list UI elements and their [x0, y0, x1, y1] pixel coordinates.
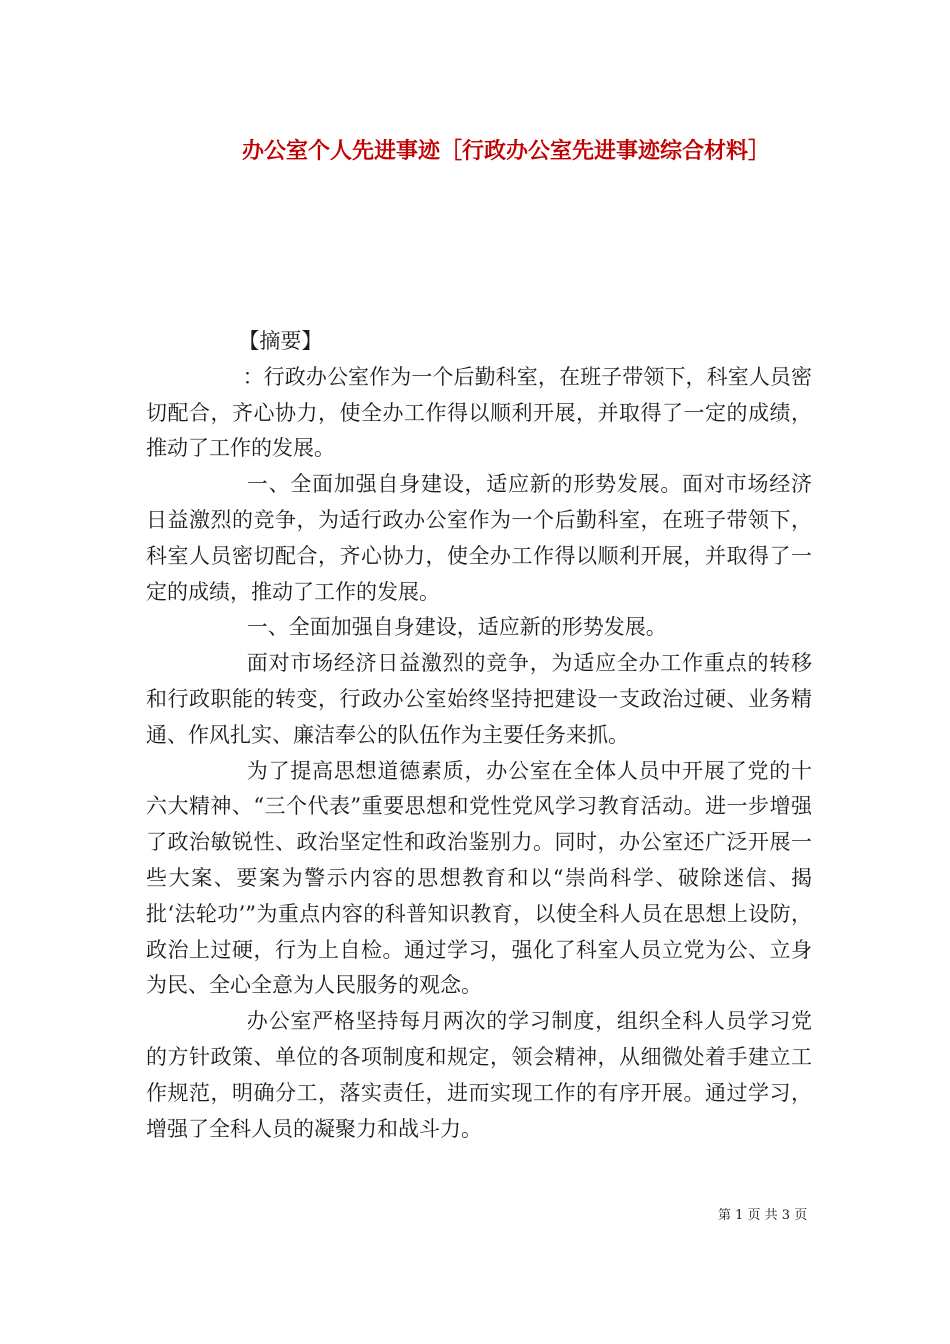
- paragraph: 一、全面加强自身建设，适应新的形势发展。面对市场经济日益激烈的竞争，为适行政办公室作为一个后勤科室，在班子带领下，科室人员密切配合，齐心协力，使全办工作得以顺利开展，并取得了一定的成绩，推动了工作的发展。: [146, 472, 812, 604]
- document-title: 办公室个人先进事迹［行政办公室先进事迹综合材料］: [241, 138, 770, 164]
- paragraph: 办公室严格坚持每月两次的学习制度，组织全科人员学习党的方针政策、单位的各项制度和规定，领会精神，从细微处着手建立工作规范，明确分工，落实责任，进而实现工作的有序开展。通过学习，增强了全科人员的凝聚力和战斗力。: [146, 1009, 812, 1141]
- summary-heading: 【摘要】: [238, 329, 323, 353]
- paragraph: 为了提高思想道德素质，办公室在全体人员中开展了党的十六大精神、“三个代表”重要思想和党性党风学习教育活动。进一步增强了政治敏锐性、政治坚定性和政治鉴别力。同时，办公室还广泛开展一些大案、要案为警示内容的思想教育和以“崇尚科学、破除迷信、揭批‘法轮功’”为重点内容的科普知识教育，以使全科人员在思想上设防，政治上过硬，行为上自检。通过学习，强化了科室人员立党为公、立身为民、全心全意为人民服务的观念。: [146, 758, 812, 998]
- page-number-footer: 第 1 页 共 3 页: [718, 1208, 808, 1223]
- paragraph: ：行政办公室作为一个后勤科室，在班子带领下，科室人员密切配合，齐心协力，使全办工作得以顺利开展，并取得了一定的成绩，推动了工作的发展。: [146, 364, 812, 461]
- paragraph: 一、全面加强自身建设，适应新的形势发展。: [246, 615, 667, 640]
- paragraph: 面对市场经济日益激烈的竞争，为适应全办工作重点的转移和行政职能的转变，行政办公室始终坚持把建设一支政治过硬、业务精通、作风扎实、廉洁奉公的队伍作为主要任务来抓。: [146, 651, 812, 747]
- document-body: [146, 324, 812, 1147]
